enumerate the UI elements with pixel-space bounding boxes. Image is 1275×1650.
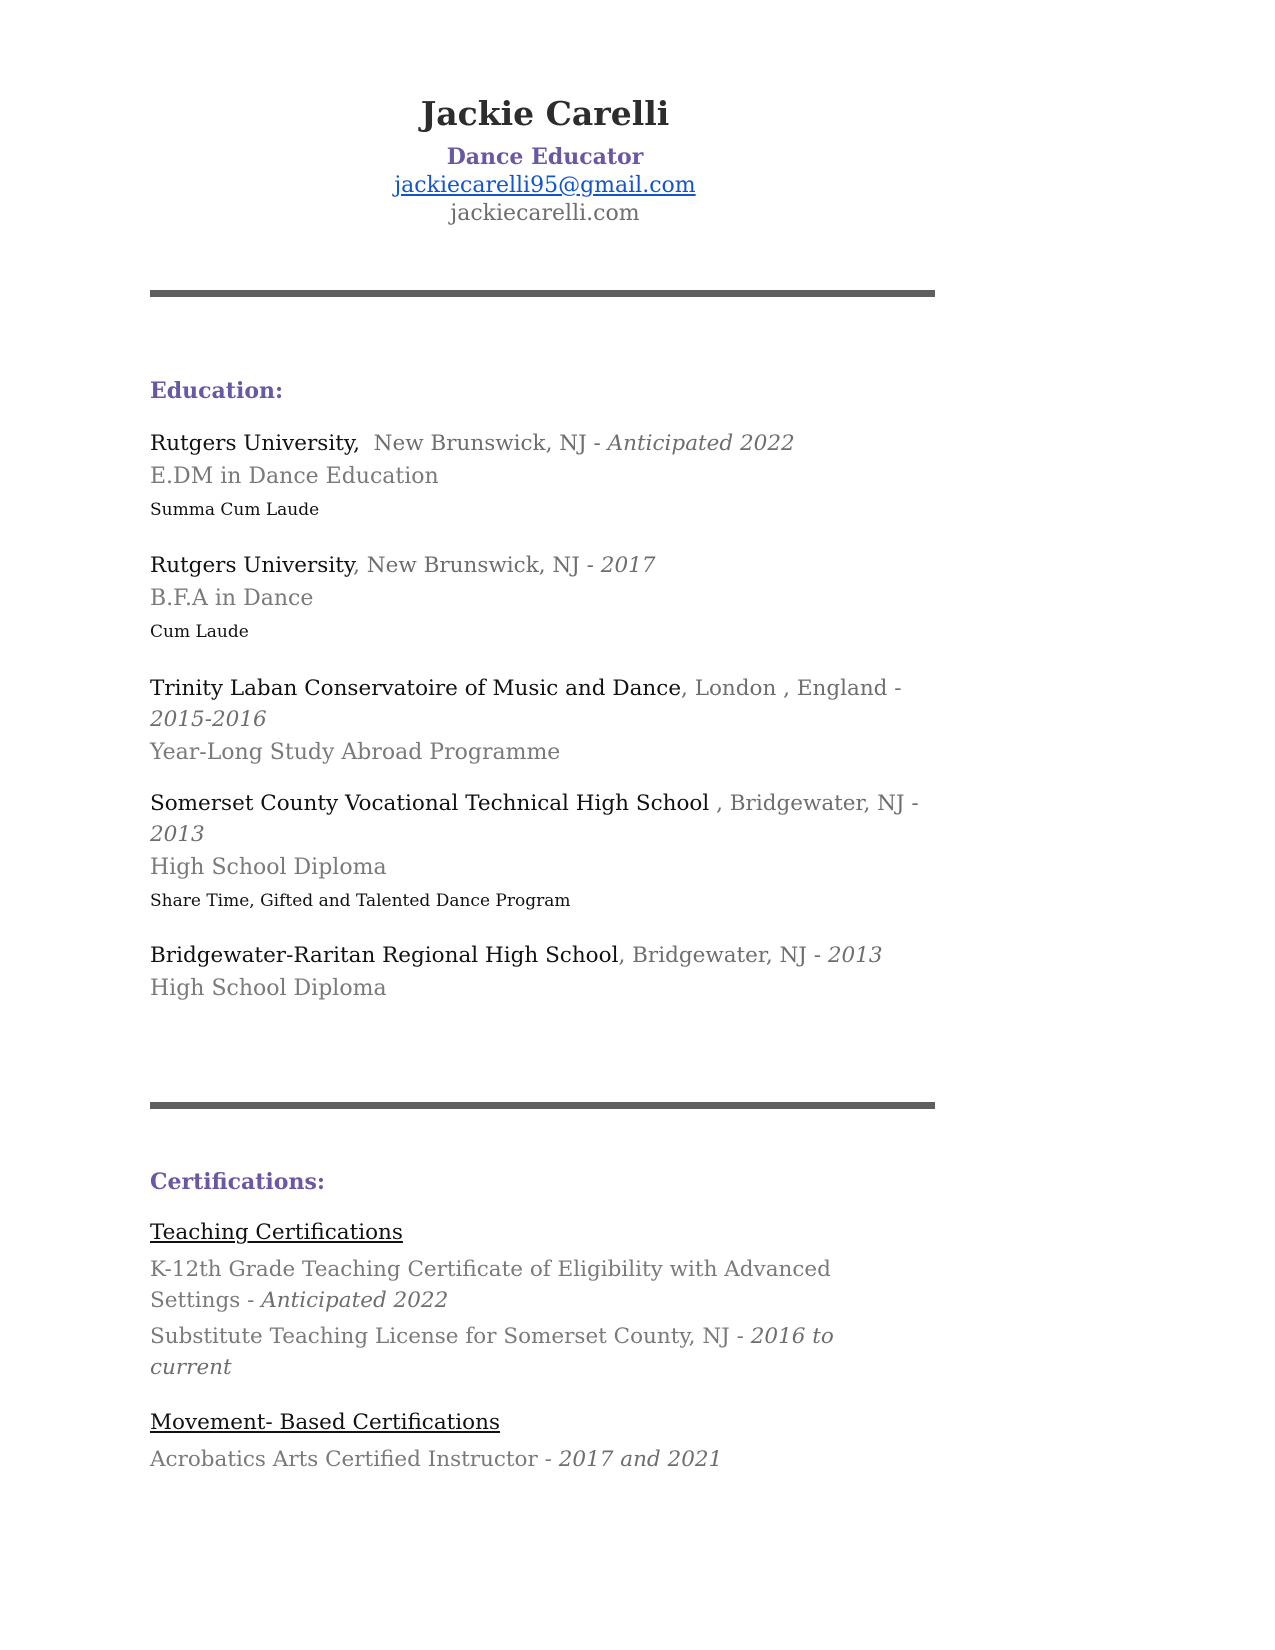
certification-date: 2016 to current — [150, 1324, 834, 1380]
date-separator: - — [904, 791, 919, 816]
school-location: New Brunswick, NJ — [373, 431, 587, 456]
school-date: 2013 — [827, 943, 883, 968]
school-name: Rutgers University — [150, 553, 354, 578]
education-heading: Education: — [150, 378, 284, 404]
education-entry — [150, 428, 950, 525]
school-line — [150, 788, 940, 850]
school-line — [150, 940, 950, 971]
movement-certifications — [150, 1407, 950, 1475]
section-divider — [150, 290, 935, 297]
certification-item — [150, 1444, 950, 1475]
date-separator: - — [887, 676, 902, 701]
degree: E.DM in Dance Education — [150, 464, 439, 489]
school-date: 2013 — [150, 822, 205, 847]
school-name: Somerset County Vocational Technical High School — [150, 791, 710, 816]
certification-date: Anticipated 2022 — [261, 1288, 449, 1313]
person-name: Jackie Carelli — [420, 94, 670, 133]
certification-date: 2017 and 2021 — [558, 1447, 723, 1472]
movement-certifications-heading: Movement- Based Certifications — [150, 1410, 501, 1435]
school-line — [150, 673, 910, 735]
date-separator: - — [537, 1447, 559, 1472]
certification-item — [150, 1254, 920, 1316]
teaching-certifications — [150, 1217, 920, 1383]
school-location: , London , England — [681, 676, 888, 701]
school-date: Anticipated 2022 — [607, 431, 795, 456]
resume-header — [150, 92, 940, 228]
certification-item — [150, 1321, 920, 1383]
date-separator: - — [586, 431, 608, 456]
date-separator: - — [579, 553, 601, 578]
honor: Summa Cum Laude — [150, 500, 320, 520]
website-text: jackiecarelli.com — [450, 201, 640, 226]
school-line — [150, 550, 950, 581]
school-location: , New Brunswick, NJ — [353, 553, 580, 578]
school-location: , Bridgewater, NJ — [709, 791, 905, 816]
date-separator: - — [729, 1324, 751, 1349]
certification-name: K-12th Grade Teaching Certificate of Eligibility with Advanced Settings — [150, 1257, 831, 1313]
teaching-certifications-heading: Teaching Certifications — [150, 1220, 403, 1245]
school-date: 2015-2016 — [150, 707, 267, 732]
school-name: Bridgewater-Raritan Regional High School — [150, 943, 619, 968]
school-line — [150, 428, 950, 459]
education-entry — [150, 940, 950, 1007]
date-separator: - — [240, 1288, 262, 1313]
certifications-heading: Certifications: — [150, 1169, 325, 1195]
school-name: Trinity Laban Conservatoire of Music and Dance — [150, 676, 682, 701]
section-divider — [150, 1102, 935, 1109]
education-entry — [150, 788, 940, 916]
degree: Year-Long Study Abroad Programme — [150, 740, 561, 765]
certification-name: Substitute Teaching License for Somerset County, NJ — [150, 1324, 730, 1349]
date-separator: - — [806, 943, 828, 968]
honor: Share Time, Gifted and Talented Dance Program — [150, 891, 571, 911]
school-name: Rutgers University, — [150, 431, 360, 456]
education-entry — [150, 550, 950, 647]
degree: B.F.A in Dance — [150, 586, 314, 611]
certification-name: Acrobatics Arts Certified Instructor — [150, 1447, 538, 1472]
school-location: , Bridgewater, NJ — [618, 943, 807, 968]
school-date: 2017 — [600, 553, 656, 578]
degree: High School Diploma — [150, 855, 387, 880]
degree: High School Diploma — [150, 976, 387, 1001]
job-title: Dance Educator — [446, 144, 644, 170]
education-entry — [150, 673, 910, 771]
honor: Cum Laude — [150, 622, 249, 642]
email-link[interactable]: jackiecarelli95@gmail.com — [394, 173, 696, 198]
